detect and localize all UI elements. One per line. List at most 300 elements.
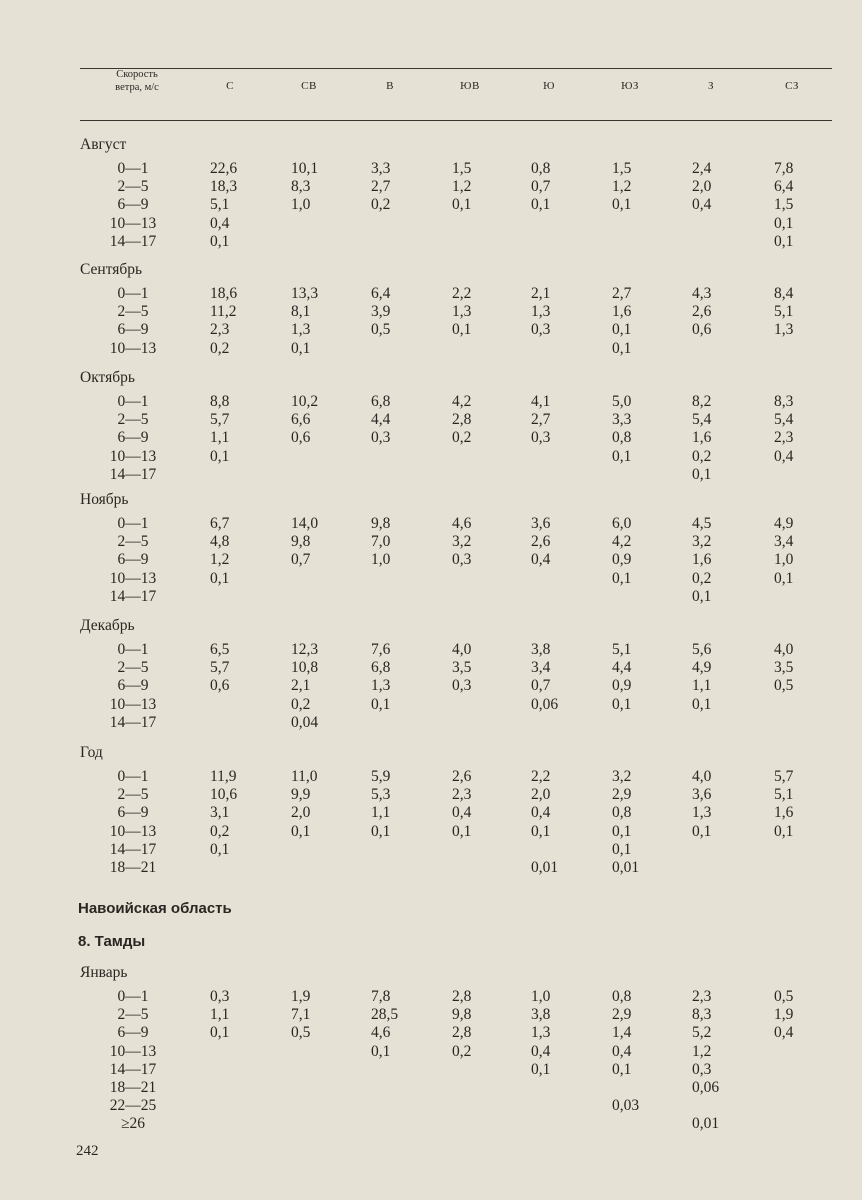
speed-range-label: 22—25 <box>109 1097 157 1115</box>
cell-value: 4,5 <box>692 515 712 532</box>
cell-value: 4,4 <box>371 411 391 429</box>
table-row <box>0 1061 862 1079</box>
table-row <box>0 1097 862 1115</box>
cell-value: 1,6 <box>692 429 712 447</box>
cell-value: 3,4 <box>531 659 551 677</box>
cell-value: 5,3 <box>371 786 391 804</box>
cell-value: 1,2 <box>210 551 230 569</box>
header-speed-line1: Скорость <box>116 69 158 80</box>
cell-value: 6,7 <box>210 515 230 532</box>
cell-value: 5,4 <box>692 411 712 429</box>
table-row <box>0 1006 862 1024</box>
table-row <box>0 1024 862 1042</box>
speed-range-label: 2—5 <box>117 1006 149 1024</box>
table-row <box>0 641 862 659</box>
speed-range-label: 2—5 <box>117 533 149 551</box>
cell-value: 3,8 <box>531 641 551 658</box>
cell-value: 2,3 <box>774 429 794 447</box>
cell-value: 18,6 <box>210 285 238 302</box>
speed-range-label: 18—21 <box>109 859 157 876</box>
table-row <box>0 823 862 841</box>
cell-value: 1,2 <box>692 1042 712 1060</box>
header-direction-5: ЮЗ <box>621 80 639 92</box>
table-row <box>0 515 862 533</box>
table-row <box>0 533 862 551</box>
table-row <box>0 768 862 786</box>
table-row <box>0 1043 862 1061</box>
cell-value: 0,9 <box>612 551 632 569</box>
cell-value: 0,4 <box>774 447 794 465</box>
cell-value: 1,3 <box>371 677 391 695</box>
cell-value: 0,5 <box>774 677 794 695</box>
cell-value: 0,1 <box>692 465 712 483</box>
cell-value: 1,5 <box>452 160 472 177</box>
cell-value: 0,06 <box>531 695 559 713</box>
cell-value: 1,6 <box>612 303 632 321</box>
cell-value: 0,1 <box>612 569 632 587</box>
cell-value: 2,3 <box>210 321 230 339</box>
cell-value: 0,1 <box>692 695 712 713</box>
speed-range-label: 14—17 <box>109 587 157 605</box>
cell-value: 0,1 <box>612 321 632 339</box>
cell-value: 5,9 <box>371 768 391 785</box>
speed-range-label: 0—1 <box>117 641 149 658</box>
cell-value: 0,1 <box>210 232 230 250</box>
cell-value: 3,3 <box>612 411 632 429</box>
cell-value: 0,5 <box>774 988 794 1005</box>
cell-value: 0,4 <box>531 551 551 569</box>
cell-value: 0,6 <box>291 429 311 447</box>
cell-value: 1,5 <box>612 160 632 177</box>
header-direction-4: Ю <box>543 80 555 92</box>
table-row <box>0 1115 862 1133</box>
cell-value: 1,1 <box>210 429 230 447</box>
speed-range-label: 6—9 <box>117 429 149 447</box>
cell-value: 0,4 <box>692 196 712 214</box>
cell-value: 0,8 <box>531 160 551 177</box>
cell-value: 1,3 <box>531 1024 551 1042</box>
cell-value: 1,9 <box>774 1006 794 1024</box>
cell-value: 5,0 <box>612 393 632 410</box>
table-row <box>0 303 862 321</box>
speed-range-label: 6—9 <box>117 1024 149 1042</box>
cell-value: 1,6 <box>692 551 712 569</box>
speed-range-label: 10—13 <box>109 1042 157 1060</box>
cell-value: 0,7 <box>291 551 311 569</box>
header-direction-7: СЗ <box>785 80 799 92</box>
cell-value: 0,1 <box>774 232 794 250</box>
speed-range-label: 2—5 <box>117 178 149 196</box>
month-title: Декабрь <box>80 617 135 634</box>
cell-value: 0,1 <box>774 822 794 840</box>
cell-value: 8,8 <box>210 393 230 410</box>
cell-value: 0,03 <box>612 1097 640 1115</box>
cell-value: 0,5 <box>371 321 391 339</box>
table-row <box>0 551 862 569</box>
speed-range-label: 10—13 <box>109 695 157 713</box>
cell-value: 11,9 <box>210 768 237 785</box>
cell-value: 2,6 <box>452 768 472 785</box>
table-row <box>0 285 862 303</box>
header-speed-line2: ветра, м/с <box>115 82 159 93</box>
cell-value: 4,8 <box>210 533 230 551</box>
cell-value: 0,5 <box>291 1024 311 1042</box>
speed-range-label: 10—13 <box>109 447 157 465</box>
cell-value: 2,1 <box>291 677 311 695</box>
cell-value: 6,0 <box>612 515 632 532</box>
cell-value: 0,1 <box>452 822 472 840</box>
cell-value: 9,9 <box>291 786 311 804</box>
cell-value: 0,8 <box>612 429 632 447</box>
cell-value: 0,1 <box>452 321 472 339</box>
cell-value: 3,4 <box>774 533 794 551</box>
cell-value: 0,1 <box>612 447 632 465</box>
table-top-rule <box>80 68 832 69</box>
table-row <box>0 570 862 588</box>
cell-value: 4,0 <box>774 641 794 658</box>
cell-value: 10,6 <box>210 786 238 804</box>
table-row <box>0 411 862 429</box>
cell-value: 0,1 <box>210 1024 230 1042</box>
month-title: Август <box>80 136 127 153</box>
cell-value: 2,1 <box>531 285 551 302</box>
cell-value: 3,3 <box>371 160 391 177</box>
cell-value: 13,3 <box>291 285 319 302</box>
cell-value: 1,1 <box>210 1006 230 1024</box>
cell-value: 0,1 <box>612 339 632 357</box>
table-header-rule <box>80 120 832 121</box>
speed-range-label: 0—1 <box>117 285 149 302</box>
cell-value: 0,2 <box>210 822 230 840</box>
cell-value: 3,2 <box>692 533 712 551</box>
cell-value: 6,4 <box>774 178 794 196</box>
table-row <box>0 1079 862 1097</box>
region-title: Навоийская область <box>78 900 232 917</box>
cell-value: 2,8 <box>452 1024 472 1042</box>
table-row <box>0 321 862 339</box>
cell-value: 0,3 <box>452 551 472 569</box>
cell-value: 4,4 <box>612 659 632 677</box>
cell-value: 4,6 <box>371 1024 391 1042</box>
cell-value: 0,1 <box>612 196 632 214</box>
cell-value: 4,0 <box>692 768 712 785</box>
cell-value: 1,3 <box>692 804 712 822</box>
cell-value: 1,2 <box>452 178 472 196</box>
cell-value: 0,1 <box>612 1060 632 1078</box>
cell-value: 0,4 <box>531 1042 551 1060</box>
cell-value: 0,1 <box>692 587 712 605</box>
cell-value: 5,7 <box>210 659 230 677</box>
cell-value: 9,8 <box>371 515 391 532</box>
header-direction-6: З <box>707 80 714 92</box>
cell-value: 0,2 <box>210 339 230 357</box>
table-row <box>0 178 862 196</box>
cell-value: 1,6 <box>774 804 794 822</box>
table-row <box>0 804 862 822</box>
cell-value: 2,9 <box>612 786 632 804</box>
cell-value: 5,2 <box>692 1024 712 1042</box>
cell-value: 1,0 <box>774 551 794 569</box>
cell-value: 2,8 <box>452 988 472 1005</box>
cell-value: 1,1 <box>692 677 712 695</box>
cell-value: 0,4 <box>531 804 551 822</box>
cell-value: 5,1 <box>612 641 632 658</box>
table-row <box>0 859 862 877</box>
speed-range-label: 18—21 <box>109 1079 157 1096</box>
page-number: 242 <box>76 1143 99 1159</box>
cell-value: 6,5 <box>210 641 230 658</box>
cell-value: 2,2 <box>531 768 551 785</box>
speed-range-label: 14—17 <box>109 840 157 858</box>
cell-value: 2,7 <box>612 285 632 302</box>
cell-value: 10,1 <box>291 160 319 177</box>
cell-value: 0,1 <box>291 822 311 840</box>
cell-value: 5,1 <box>210 196 230 214</box>
cell-value: 0,1 <box>774 569 794 587</box>
cell-value: 0,3 <box>210 988 230 1005</box>
cell-value: 2,6 <box>531 533 551 551</box>
table-row <box>0 233 862 251</box>
cell-value: 4,3 <box>692 285 712 302</box>
speed-range-label: 0—1 <box>117 393 149 410</box>
table-row <box>0 196 862 214</box>
cell-value: 7,1 <box>291 1006 311 1024</box>
cell-value: 0,1 <box>291 339 311 357</box>
cell-value: 8,3 <box>291 178 311 196</box>
cell-value: 9,8 <box>452 1006 472 1024</box>
cell-value: 5,1 <box>774 303 794 321</box>
cell-value: 0,2 <box>452 429 472 447</box>
table-row <box>0 677 862 695</box>
cell-value: 0,3 <box>692 1060 712 1078</box>
cell-value: 0,1 <box>692 822 712 840</box>
cell-value: 2,6 <box>692 303 712 321</box>
cell-value: 0,1 <box>531 196 551 214</box>
cell-value: 0,06 <box>692 1079 720 1096</box>
cell-value: 0,1 <box>531 1060 551 1078</box>
cell-value: 2,7 <box>371 178 391 196</box>
cell-value: 22,6 <box>210 160 238 177</box>
cell-value: 1,0 <box>291 196 311 214</box>
table-row <box>0 696 862 714</box>
cell-value: 0,1 <box>774 214 794 232</box>
cell-value: 3,5 <box>452 659 472 677</box>
cell-value: 4,0 <box>452 641 472 658</box>
cell-value: 2,3 <box>452 786 472 804</box>
cell-value: 4,2 <box>452 393 472 410</box>
cell-value: 14,0 <box>291 515 319 532</box>
speed-range-label: 10—13 <box>109 214 157 232</box>
cell-value: 4,9 <box>774 515 794 532</box>
cell-value: 1,3 <box>452 303 472 321</box>
cell-value: 7,6 <box>371 641 391 658</box>
cell-value: 0,3 <box>371 429 391 447</box>
month-title: Год <box>80 744 103 761</box>
cell-value: 7,0 <box>371 533 391 551</box>
table-row <box>0 841 862 859</box>
cell-value: 0,8 <box>612 988 632 1005</box>
cell-value: 3,2 <box>612 768 632 785</box>
speed-range-label: 0—1 <box>117 515 149 532</box>
cell-value: 5,1 <box>774 786 794 804</box>
speed-range-label: 14—17 <box>109 713 157 731</box>
cell-value: 8,1 <box>291 303 311 321</box>
cell-value: 1,9 <box>291 988 311 1005</box>
speed-range-label: 0—1 <box>117 768 149 785</box>
speed-range-label: 2—5 <box>117 411 149 429</box>
cell-value: 1,0 <box>371 551 391 569</box>
cell-value: 8,3 <box>774 393 794 410</box>
cell-value: 0,4 <box>210 214 230 232</box>
speed-range-label: 6—9 <box>117 804 149 822</box>
cell-value: 0,1 <box>612 822 632 840</box>
cell-value: 5,6 <box>692 641 712 658</box>
cell-value: 6,8 <box>371 393 391 410</box>
table-row <box>0 448 862 466</box>
cell-value: 0,3 <box>531 321 551 339</box>
cell-value: 0,7 <box>531 677 551 695</box>
cell-value: 2,9 <box>612 1006 632 1024</box>
speed-range-label: 6—9 <box>117 551 149 569</box>
cell-value: 4,6 <box>452 515 472 532</box>
cell-value: 2,7 <box>531 411 551 429</box>
cell-value: 2,3 <box>692 988 712 1005</box>
cell-value: 0,2 <box>291 695 311 713</box>
cell-value: 0,1 <box>531 822 551 840</box>
month-title: Ноябрь <box>80 491 129 508</box>
speed-range-label: 10—13 <box>109 822 157 840</box>
cell-value: 3,8 <box>531 1006 551 1024</box>
speed-range-label: ≥26 <box>120 1115 145 1133</box>
cell-value: 0,1 <box>371 695 391 713</box>
cell-value: 2,4 <box>692 160 712 177</box>
table-row <box>0 786 862 804</box>
cell-value: 1,5 <box>774 196 794 214</box>
speed-range-label: 10—13 <box>109 339 157 357</box>
cell-value: 0,3 <box>452 677 472 695</box>
cell-value: 1,3 <box>291 321 311 339</box>
speed-range-label: 0—1 <box>117 160 149 177</box>
cell-value: 2,2 <box>452 285 472 302</box>
cell-value: 5,4 <box>774 411 794 429</box>
cell-value: 10,8 <box>291 659 319 677</box>
cell-value: 11,2 <box>210 303 237 321</box>
cell-value: 3,1 <box>210 804 230 822</box>
cell-value: 5,7 <box>774 768 794 785</box>
speed-range-label: 6—9 <box>117 196 149 214</box>
cell-value: 0,1 <box>210 569 230 587</box>
month-title: Сентябрь <box>80 261 143 278</box>
cell-value: 4,1 <box>531 393 551 410</box>
cell-value: 0,1 <box>210 840 230 858</box>
cell-value: 6,6 <box>291 411 311 429</box>
table-row <box>0 393 862 411</box>
cell-value: 7,8 <box>371 988 391 1005</box>
table-row <box>0 160 862 178</box>
speed-range-label: 10—13 <box>109 569 157 587</box>
cell-value: 4,9 <box>692 659 712 677</box>
cell-value: 0,4 <box>452 804 472 822</box>
cell-value: 10,2 <box>291 393 319 410</box>
cell-value: 0,2 <box>371 196 391 214</box>
cell-value: 5,7 <box>210 411 230 429</box>
table-row <box>0 714 862 732</box>
cell-value: 4,2 <box>612 533 632 551</box>
cell-value: 3,2 <box>452 533 472 551</box>
cell-value: 18,3 <box>210 178 238 196</box>
header-direction-0: С <box>226 80 234 92</box>
cell-value: 0,2 <box>692 447 712 465</box>
speed-range-label: 6—9 <box>117 677 149 695</box>
cell-value: 1,2 <box>612 178 632 196</box>
cell-value: 0,4 <box>774 1024 794 1042</box>
cell-value: 0,8 <box>612 804 632 822</box>
station-title: 8. Тамды <box>78 933 146 950</box>
cell-value: 2,0 <box>291 804 311 822</box>
cell-value: 1,3 <box>774 321 794 339</box>
cell-value: 1,0 <box>531 988 551 1005</box>
cell-value: 7,8 <box>774 160 794 177</box>
table-row <box>0 659 862 677</box>
cell-value: 0,1 <box>612 840 632 858</box>
speed-range-label: 6—9 <box>117 321 149 339</box>
speed-range-label: 14—17 <box>109 465 157 483</box>
cell-value: 1,1 <box>371 804 391 822</box>
cell-value: 0,7 <box>531 178 551 196</box>
cell-value: 2,0 <box>692 178 712 196</box>
cell-value: 0,4 <box>612 1042 632 1060</box>
cell-value: 3,5 <box>774 659 794 677</box>
header-direction-3: ЮВ <box>460 80 480 92</box>
cell-value: 0,01 <box>692 1115 720 1133</box>
month-title: Октябрь <box>80 369 135 386</box>
cell-value: 12,3 <box>291 641 319 658</box>
header-speed-label <box>96 68 178 94</box>
cell-value: 0,6 <box>692 321 712 339</box>
speed-range-label: 2—5 <box>117 659 149 677</box>
cell-value: 3,6 <box>692 786 712 804</box>
speed-range-label: 14—17 <box>109 232 157 250</box>
cell-value: 2,8 <box>452 411 472 429</box>
speed-range-label: 14—17 <box>109 1060 157 1078</box>
month-title: Январь <box>80 964 128 981</box>
cell-value: 0,3 <box>531 429 551 447</box>
cell-value: 0,01 <box>612 859 640 876</box>
cell-value: 6,4 <box>371 285 391 302</box>
cell-value: 8,2 <box>692 393 712 410</box>
cell-value: 1,4 <box>612 1024 632 1042</box>
cell-value: 0,1 <box>371 1042 391 1060</box>
cell-value: 9,8 <box>291 533 311 551</box>
cell-value: 3,9 <box>371 303 391 321</box>
cell-value: 0,1 <box>210 447 230 465</box>
header-direction-1: СВ <box>301 80 317 92</box>
cell-value: 3,6 <box>531 515 551 532</box>
cell-value: 0,2 <box>692 569 712 587</box>
table-row <box>0 215 862 233</box>
cell-value: 2,0 <box>531 786 551 804</box>
speed-range-label: 2—5 <box>117 786 149 804</box>
cell-value: 8,3 <box>692 1006 712 1024</box>
cell-value: 1,3 <box>531 303 551 321</box>
table-row <box>0 429 862 447</box>
cell-value: 0,1 <box>612 695 632 713</box>
cell-value: 11,0 <box>291 768 318 785</box>
table-row <box>0 466 862 484</box>
cell-value: 6,8 <box>371 659 391 677</box>
cell-value: 0,2 <box>452 1042 472 1060</box>
table-row <box>0 988 862 1006</box>
